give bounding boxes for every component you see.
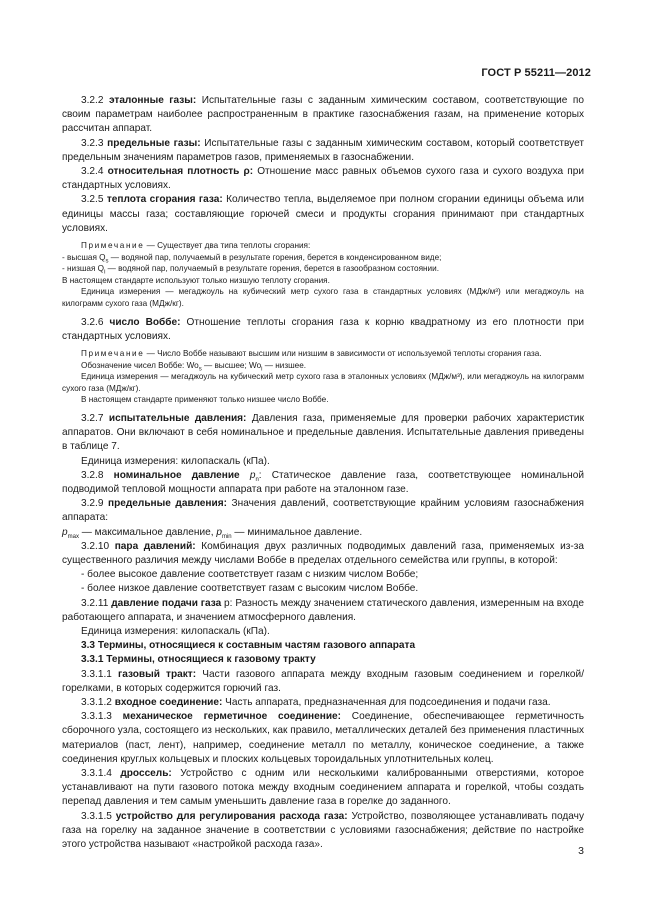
clause-3-2-9: 3.2.9 предельные давления: Значения давлений, соответствующие крайним условиям газоснабжения аппарата: — [62, 498, 585, 524]
clause-3-2-7: 3.2.7 испытательные давления: Давления газа, применяемые для проверки рабочих характеристик аппаратов. Они включают в себя номинальное и предельные давления. Испытательные давления приведены в таблице 7. — [62, 412, 584, 453]
standard-header: ГОСТ Р 55211—2012 — [481, 67, 591, 79]
clause-3-2-11-unit: Единица измерения: килопаскаль (кПа). — [81, 626, 270, 638]
clause-3-2-10-item1: - более высокое давление соответствует газам с низким числом Воббе; — [81, 569, 419, 581]
clause-3-3-1-3: 3.3.1.3 механическое герметичное соединение: Соединение, обеспечивающее герметичность сборочного узла, состоящего из нескольких, как правило, металлических деталей без применения пластичных материалов (паст, лент), например, соединение металл по металлу, коническое соединение, а также соединения круглых кольцевых и плоских кольцевых тороидальных уплотнительных колец. — [62, 711, 584, 765]
clause-3-2-8: 3.2.8 номинальное давление $p_n$: Статическое давление газа, соответствующее номинальной подводимой тепловой мощности аппарата при работе на эталонном газе. — [62, 469, 585, 495]
clause-3-2-3: 3.2.3 предельные газы: Испытательные газы с заданным химическим составом, который соответствует предельным значениям параметров газов, применяемых в газоснабжении. — [62, 137, 584, 163]
clause-3-2-7-unit: Единица измерения: килопаскаль (кПа). — [81, 455, 270, 467]
clause-3-2-11: 3.2.11 давление подачи газа p: Разность между значением статического давления, измеренным на входе работающего аппарата, и значением атмосферного давления. — [62, 597, 584, 623]
clause-3-3-1-4: 3.3.1.4 дроссель: Устройство с одним или несколькими калиброванными отверстиями, которое устанавливают на пути газового потока между входным соединением аппарата и горелкой, чтобы создать перепад давления и тем самым уменьшить давление газа в горелке до заданного. — [62, 768, 584, 808]
clause-3-3-1-2: 3.3.1.2 входное соединение: Часть аппарата, предназначенная для подсоединения и подачи газа. — [81, 697, 551, 709]
clause-3-3-1-1: 3.3.1.1 газовый тракт: Части газового аппарата между входным газовым соединением и горелкой/горелками, в которых содержится горючий газ. — [62, 668, 584, 694]
clause-3-3-1-5: 3.3.1.5 устройство для регулирования расхода газа: Устройство, позволяющее устанавливать подачу газа на горелку на заданное значение в соответствии с условиями газоснабжения; действие по настройке этого устройства называют «настройкой расхода газа». — [62, 810, 584, 851]
clause-3-2-5: 3.2.5 теплота сгорания газа: Количество тепла, выделяемое при полном сгорании единицы объема или единицы массы газа; составляющие горючей смеси и продукты сгорания принимают при стандартных условиях. — [62, 194, 585, 234]
note-heat-of-combustion: Примечание — Существует два типа теплоты сгорания: - высшая $Q_s$ — водяной пар, получаемый в результате горения, берется в конденсированном виде; - низшая $Q_i$ — водяной пар, получаемый в результате горения, берется в газообразном состоянии. В настоящем стандарте используют только низшую теплоту сгорания. Единица измерения — мегаджоуль на кубический метр сухого газа в стандартных условиях (МДж/м³) или мегаджоуль на килограмм сухого газа (МДж/кг). — [62, 241, 584, 308]
note-label: Примечание — [81, 349, 145, 358]
document-body — [62, 94, 584, 852]
clause-3-2-2: 3.2.2 эталонные газы: Испытательные газы с заданным химическим составом, соответствующие по своим параметрам наиболее распространенным в практике газоснабжения газам, на применение которых рассчитан аппарат. — [62, 95, 584, 135]
note-label: Примечание — [81, 241, 145, 251]
clause-3-2-6: 3.2.6 число Воббе: Отношение теплоты сгорания газа к корню квадратному из его плотности при стандартных условиях. — [62, 316, 584, 342]
section-3-3-1-heading: 3.3.1 Термины, относящиеся к газовому тракту — [81, 654, 316, 666]
clause-3-2-10: 3.2.10 пара давлений: Комбинация двух различных подводимых давлений газа, применяемых из-за существенного различия между числами Воббе в пределах отдельного семейства или группы, в которой: — [62, 540, 584, 566]
page-number: 3 — [578, 845, 584, 857]
section-3-3-heading: 3.3 Термины, относящиеся к составным частям газового аппарата — [81, 640, 416, 652]
clause-3-2-4: 3.2.4 относительная плотность ρ: Отношение масс равных объемов сухого газа и сухого воздуха при стандартных условиях. — [62, 166, 584, 192]
clause-3-2-9-limits: $p_{max}$ — максимальное давление, $p_{min}$ — минимальное давление. — [62, 526, 363, 540]
note-wobbe-number: Примечание — Число Воббе называют высшим или низшим в зависимости от используемой теплоты сгорания газа. Обозначение чисел Воббе: $Wo_s$ — высшее; $Wo_i$ — низшее. Единица измерения — мегаджоуль на кубический метр сухого газа в эталонных условиях (МДж/м³), или мегаджоуль на килограмм сухого газа (МДж/кг). В настоящем стандарте применяют только низшее число Воббе. — [62, 349, 584, 405]
clause-3-2-10-item2: - более низкое давление соответствует газам с высоким числом Воббе. — [81, 583, 419, 595]
